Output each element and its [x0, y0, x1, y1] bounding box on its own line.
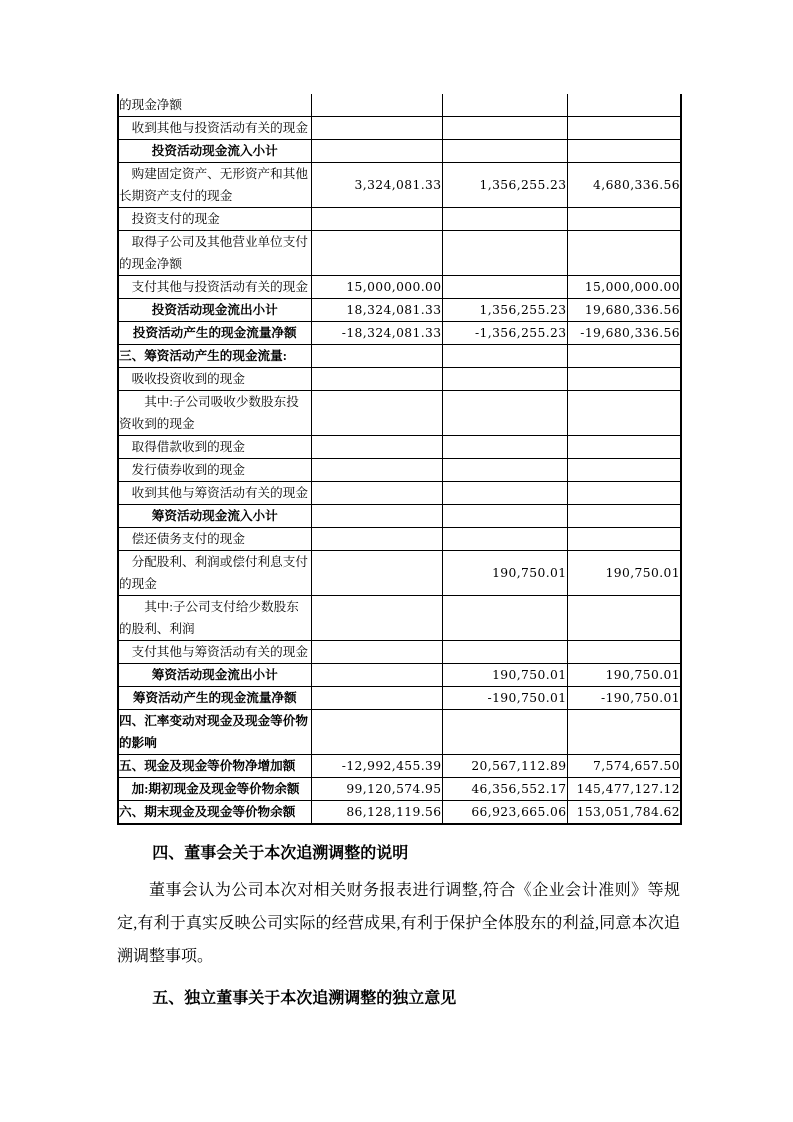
- row-value-cell: [567, 710, 681, 755]
- row-value-cell: -18,324,081.33: [311, 322, 442, 345]
- row-value-cell: 15,000,000.00: [567, 276, 681, 299]
- row-item-cell: 支付其他与投资活动有关的现金: [118, 276, 311, 299]
- row-value-cell: 19,680,336.56: [567, 299, 681, 322]
- row-value-cell: [567, 345, 681, 368]
- row-value-cell: [442, 231, 567, 276]
- row-value-cell: 18,324,081.33: [311, 299, 442, 322]
- table-row: [118, 755, 681, 778]
- row-item-cell: 支付其他与筹资活动有关的现金: [118, 641, 311, 664]
- section-heading-independent-directors: 五、独立董事关于本次追溯调整的独立意见: [152, 990, 457, 1007]
- row-value-cell: [311, 368, 442, 391]
- row-value-cell: [311, 231, 442, 276]
- row-item-cell: 筹资活动现金流出小计: [118, 664, 311, 687]
- row-value-cell: 1,356,255.23: [442, 163, 567, 208]
- row-value-cell: [567, 94, 681, 117]
- table-row: [118, 276, 681, 299]
- table-row: [118, 436, 681, 459]
- row-value-cell: [442, 391, 567, 436]
- row-value-cell: [567, 208, 681, 231]
- row-value-cell: [567, 596, 681, 641]
- row-value-cell: [567, 459, 681, 482]
- row-value-cell: [567, 528, 681, 551]
- table-row: [118, 231, 681, 276]
- row-value-cell: [442, 117, 567, 140]
- row-item-cell: 收到其他与投资活动有关的现金: [118, 117, 311, 140]
- row-value-cell: [567, 368, 681, 391]
- row-value-cell: -190,750.01: [567, 687, 681, 710]
- row-value-cell: 3,324,081.33: [311, 163, 442, 208]
- table-row: [118, 664, 681, 687]
- row-item-cell: 其中:子公司支付给少数股东的股利、利润: [118, 596, 311, 641]
- row-value-cell: [442, 459, 567, 482]
- row-value-cell: [567, 641, 681, 664]
- row-value-cell: [311, 664, 442, 687]
- table-row: [118, 208, 681, 231]
- row-item-cell: 吸收投资收到的现金: [118, 368, 311, 391]
- row-value-cell: [311, 596, 442, 641]
- row-value-cell: 190,750.01: [442, 664, 567, 687]
- row-value-cell: [567, 117, 681, 140]
- row-value-cell: [442, 94, 567, 117]
- row-item-cell: 投资活动产生的现金流量净额: [118, 322, 311, 345]
- table-row: [118, 551, 681, 596]
- row-value-cell: [442, 276, 567, 299]
- row-item-cell: 购建固定资产、无形资产和其他长期资产支付的现金: [118, 163, 311, 208]
- row-value-cell: 190,750.01: [567, 664, 681, 687]
- section-heading-board-statement: 四、董事会关于本次追溯调整的说明: [152, 845, 409, 862]
- row-value-cell: -190,750.01: [442, 687, 567, 710]
- table-row: [118, 163, 681, 208]
- row-item-cell: 加:期初现金及现金等价物余额: [118, 778, 311, 801]
- row-item-cell: 取得子公司及其他营业单位支付的现金净额: [118, 231, 311, 276]
- row-value-cell: -19,680,336.56: [567, 322, 681, 345]
- cash-flow-table: [117, 94, 682, 825]
- row-value-cell: [311, 94, 442, 117]
- table-row: [118, 140, 681, 163]
- row-value-cell: [442, 596, 567, 641]
- row-value-cell: [442, 482, 567, 505]
- table-row: [118, 778, 681, 801]
- row-item-cell: 收到其他与筹资活动有关的现金: [118, 482, 311, 505]
- row-value-cell: [311, 117, 442, 140]
- row-value-cell: [311, 345, 442, 368]
- row-value-cell: [442, 208, 567, 231]
- row-value-cell: [311, 687, 442, 710]
- row-item-cell: 的现金净额: [118, 94, 311, 117]
- row-value-cell: 190,750.01: [567, 551, 681, 596]
- row-value-cell: [442, 140, 567, 163]
- table-row: [118, 641, 681, 664]
- row-value-cell: 86,128,119.56: [311, 801, 442, 825]
- row-value-cell: [567, 482, 681, 505]
- row-item-cell: 六、期末现金及现金等价物余额: [118, 801, 311, 825]
- row-value-cell: [311, 140, 442, 163]
- table-row: [118, 299, 681, 322]
- row-value-cell: [311, 528, 442, 551]
- row-value-cell: 20,567,112.89: [442, 755, 567, 778]
- row-value-cell: [567, 391, 681, 436]
- page-content: [117, 94, 680, 1017]
- row-item-cell: 发行债券收到的现金: [118, 459, 311, 482]
- row-value-cell: 46,356,552.17: [442, 778, 567, 801]
- row-value-cell: [311, 391, 442, 436]
- table-row: [118, 528, 681, 551]
- row-value-cell: [311, 710, 442, 755]
- row-value-cell: -12,992,455.39: [311, 755, 442, 778]
- row-value-cell: [442, 368, 567, 391]
- row-value-cell: [442, 505, 567, 528]
- row-value-cell: 66,923,665.06: [442, 801, 567, 825]
- row-value-cell: [567, 140, 681, 163]
- row-value-cell: 4,680,336.56: [567, 163, 681, 208]
- board-statement-paragraph: 董事会认为公司本次对相关财务报表进行调整,符合《企业会计准则》等规定,有利于真实反映公司实际的经营成果,有利于保护全体股东的利益,同意本次追溯调整事项。: [117, 882, 680, 965]
- row-value-cell: [311, 551, 442, 596]
- row-value-cell: 1,356,255.23: [442, 299, 567, 322]
- table-row: [118, 710, 681, 755]
- row-value-cell: 15,000,000.00: [311, 276, 442, 299]
- table-row: [118, 482, 681, 505]
- row-value-cell: -1,356,255.23: [442, 322, 567, 345]
- row-item-cell: 筹资活动现金流入小计: [118, 505, 311, 528]
- table-row: [118, 801, 681, 825]
- row-value-cell: [442, 436, 567, 459]
- cash-flow-table-body: [118, 94, 681, 824]
- table-row: [118, 368, 681, 391]
- narrative-sections: [117, 842, 680, 1011]
- row-item-cell: 投资支付的现金: [118, 208, 311, 231]
- row-value-cell: 190,750.01: [442, 551, 567, 596]
- row-value-cell: [311, 505, 442, 528]
- row-value-cell: 7,574,657.50: [567, 755, 681, 778]
- table-row: [118, 345, 681, 368]
- row-value-cell: [442, 710, 567, 755]
- row-value-cell: [311, 208, 442, 231]
- row-item-cell: 取得借款收到的现金: [118, 436, 311, 459]
- row-item-cell: 偿还债务支付的现金: [118, 528, 311, 551]
- row-value-cell: [311, 641, 442, 664]
- table-row: [118, 459, 681, 482]
- row-value-cell: [311, 459, 442, 482]
- row-item-cell: 三、筹资活动产生的现金流量:: [118, 345, 311, 368]
- table-row: [118, 117, 681, 140]
- row-value-cell: [567, 231, 681, 276]
- row-item-cell: 筹资活动产生的现金流量净额: [118, 687, 311, 710]
- table-row: [118, 322, 681, 345]
- row-value-cell: 153,051,784.62: [567, 801, 681, 825]
- row-value-cell: [311, 436, 442, 459]
- row-value-cell: [442, 345, 567, 368]
- table-row: [118, 687, 681, 710]
- row-value-cell: [311, 482, 442, 505]
- table-row: [118, 94, 681, 117]
- row-item-cell: 四、汇率变动对现金及现金等价物的影响: [118, 710, 311, 755]
- row-item-cell: 投资活动现金流入小计: [118, 140, 311, 163]
- table-row: [118, 391, 681, 436]
- row-item-cell: 分配股利、利润或偿付利息支付的现金: [118, 551, 311, 596]
- row-value-cell: [442, 641, 567, 664]
- row-item-cell: 其中:子公司吸收少数股东投资收到的现金: [118, 391, 311, 436]
- row-item-cell: 五、现金及现金等价物净增加额: [118, 755, 311, 778]
- row-item-cell: 投资活动现金流出小计: [118, 299, 311, 322]
- row-value-cell: [567, 436, 681, 459]
- row-value-cell: [442, 528, 567, 551]
- row-value-cell: 145,477,127.12: [567, 778, 681, 801]
- table-row: [118, 505, 681, 528]
- row-value-cell: [567, 505, 681, 528]
- row-value-cell: 99,120,574.95: [311, 778, 442, 801]
- table-row: [118, 596, 681, 641]
